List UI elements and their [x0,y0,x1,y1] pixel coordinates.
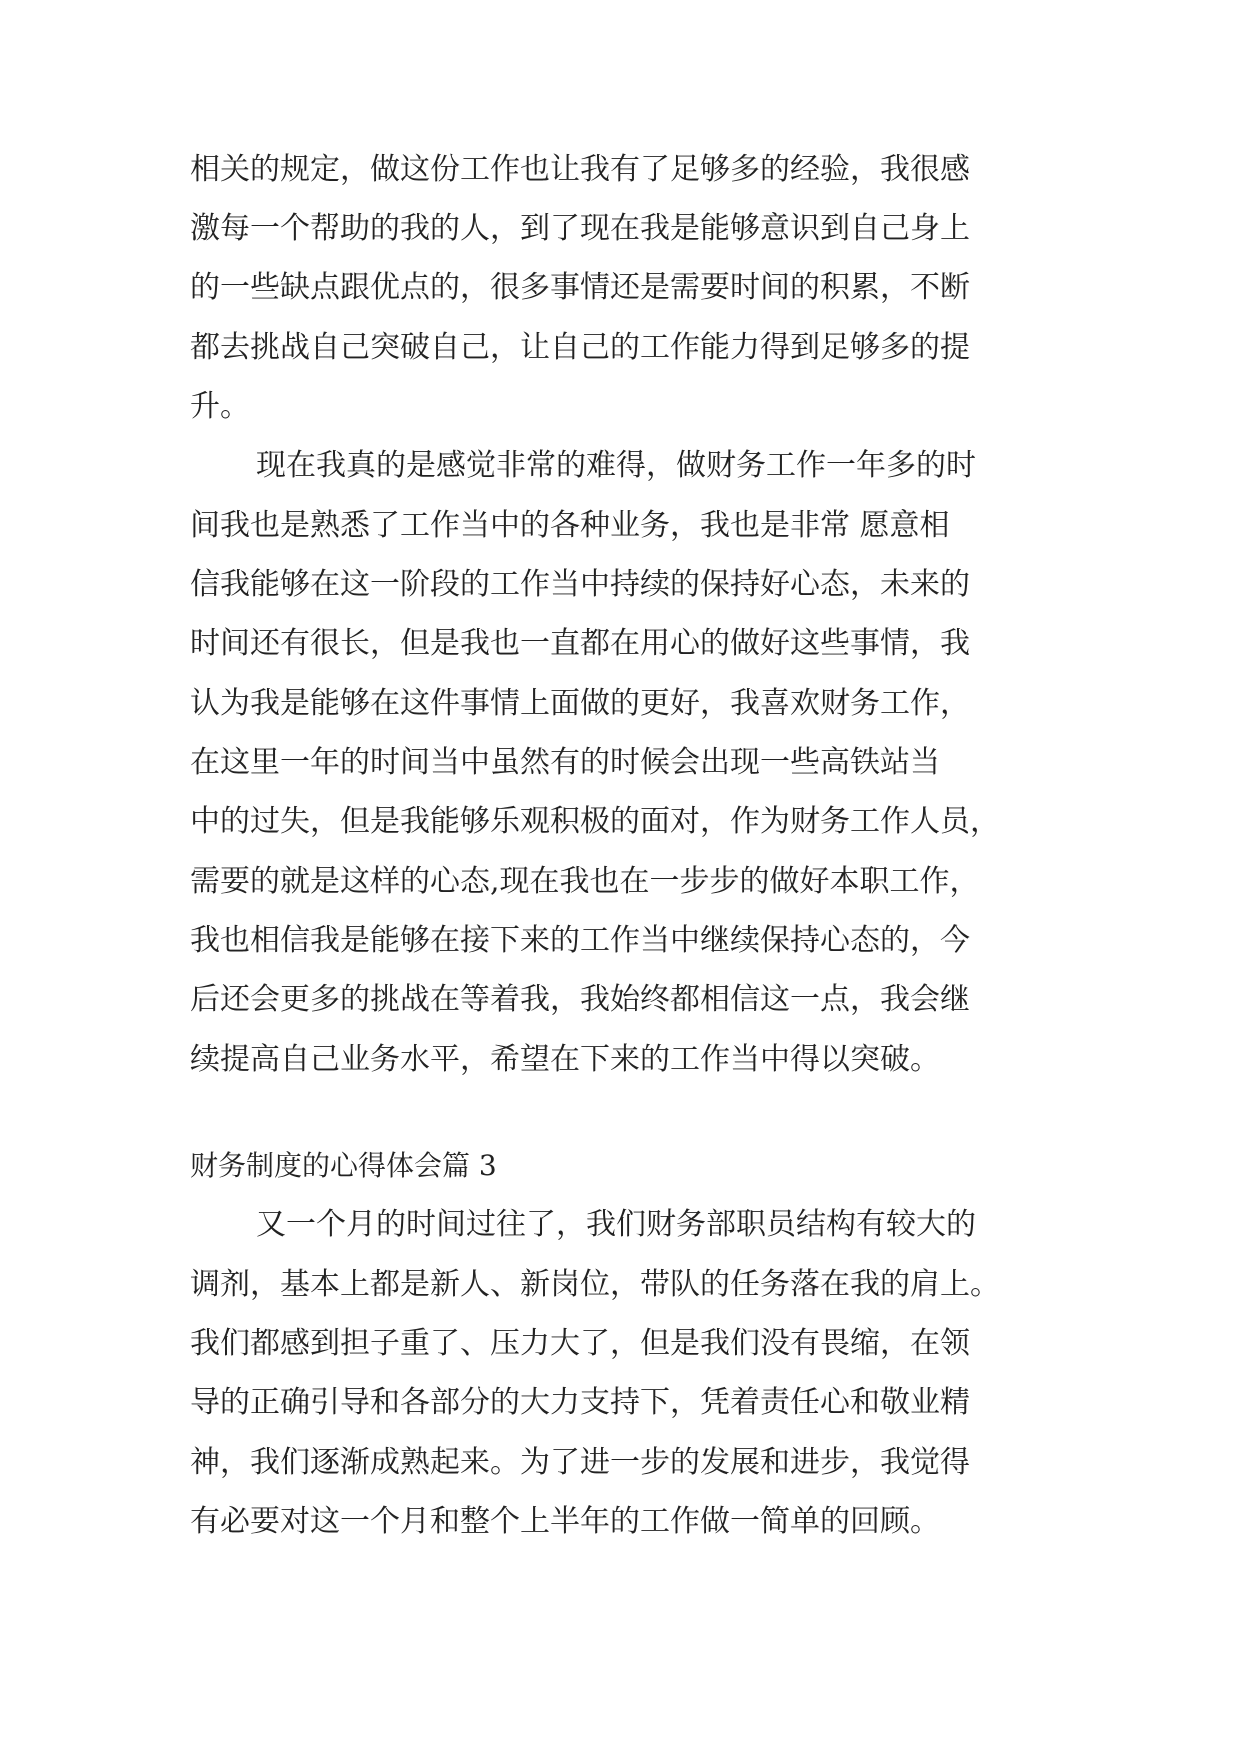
paragraph-2-line: 现在我真的是感觉非常的难得，做财务工作一年多的时 [256,448,976,483]
paragraph-3-line: 调剂，基本上都是新人、新岗位，带队的任务落在我的肩上。 [190,1267,1000,1302]
paragraph-3-line: 导的正确引导和各部分的大力支持下，凭着责任心和敬业精 [190,1385,970,1420]
paragraph-3-line: 有必要对这一个月和整个上半年的工作做一简单的回顾。 [190,1504,940,1539]
paragraph-2-line: 我也相信我是能够在接下来的工作当中继续保持心态的，今 [190,923,970,958]
paragraph-3-line: 神，我们逐渐成熟起来。为了进一步的发展和进步，我觉得 [190,1445,970,1480]
paragraph-1-line: 相关的规定，做这份工作也让我有了足够多的经验，我很感 [190,152,970,187]
paragraph-1-line: 的一些缺点跟优点的，很多事情还是需要时间的积累，不断 [190,270,970,305]
document-page [190,0,1070,1754]
paragraph-3-line: 我们都感到担子重了、压力大了，但是我们没有畏缩，在领 [190,1326,970,1361]
paragraph-3-line: 又一个月的时间过往了，我们财务部职员结构有较大的 [256,1207,976,1242]
section-heading: 财务制度的心得体会篇 3 [190,1149,497,1182]
paragraph-2-line: 中的过失，但是我能够乐观积极的面对，作为财务工作人员， [190,804,1000,839]
paragraph-1-line: 激每一个帮助的我的人，到了现在我是能够意识到自己身上 [190,211,970,246]
paragraph-2-line: 后还会更多的挑战在等着我，我始终都相信这一点，我会继 [190,982,970,1017]
paragraph-2-line: 需要的就是这样的心态,现在我也在一步步的做好本职工作， [190,864,980,899]
paragraph-2-line: 时间还有很长，但是我也一直都在用心的做好这些事情，我 [190,626,970,661]
paragraph-2-line: 在这里一年的时间当中虽然有的时候会出现一些高铁站当 [190,745,940,780]
paragraph-2-line: 间我也是熟悉了工作当中的各种业务，我也是非常 愿意相 [190,508,950,543]
paragraph-2-line: 认为我是能够在这件事情上面做的更好，我喜欢财务工作， [190,686,970,721]
paragraph-2-line: 续提高自己业务水平，希望在下来的工作当中得以突破。 [190,1042,940,1077]
paragraph-1-line: 都去挑战自己突破自己，让自己的工作能力得到足够多的提 [190,330,970,365]
paragraph-1-line: 升。 [190,389,250,424]
paragraph-2-line: 信我能够在这一阶段的工作当中持续的保持好心态，未来的 [190,567,970,602]
